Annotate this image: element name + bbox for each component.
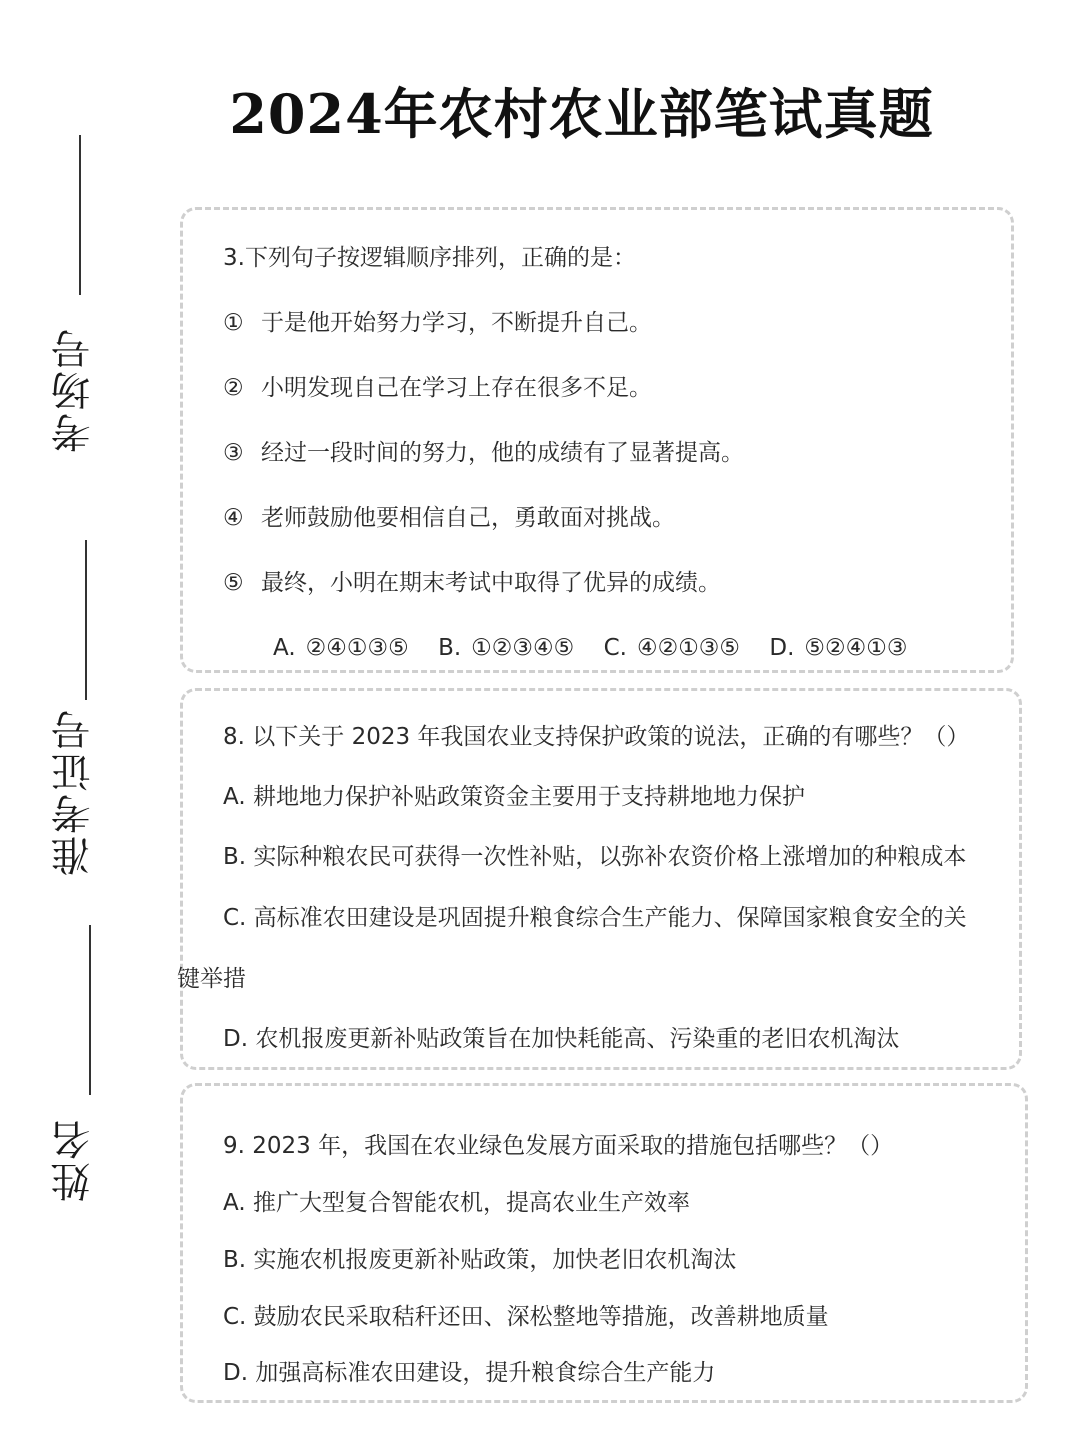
option-letter: C. bbox=[603, 635, 627, 661]
statement-number: ⑤ bbox=[223, 570, 244, 596]
statement-item bbox=[223, 502, 675, 534]
option-c-continued: 键举措 bbox=[177, 966, 246, 992]
statement-item bbox=[223, 437, 744, 469]
statement-item bbox=[223, 372, 652, 404]
exam-room-label: 考场号 bbox=[51, 327, 97, 453]
question-stem: 9. 2023 年，我国在农业绿色发展方面采取的措施包括哪些？（） bbox=[223, 1133, 894, 1159]
option-b[interactable] bbox=[438, 632, 574, 664]
question-card-8 bbox=[177, 688, 1022, 1070]
name-label: 姓名 bbox=[51, 1118, 97, 1202]
margin-line bbox=[85, 540, 87, 700]
option-text: ②④①③⑤ bbox=[305, 635, 409, 661]
option-d[interactable]: D. 农机报废更新补贴政策旨在加快耗能高、污染重的老旧农机淘汰 bbox=[223, 1026, 900, 1052]
statement-text: 小明发现自己在学习上存在很多不足。 bbox=[261, 375, 652, 401]
statement-number: ④ bbox=[223, 505, 244, 531]
statement-number: ③ bbox=[223, 440, 244, 466]
question-card-3 bbox=[180, 207, 1014, 673]
option-a[interactable]: A. 耕地地力保护补贴政策资金主要用于支持耕地地力保护 bbox=[223, 784, 805, 810]
page-title: 2024年农村农业部笔试真题 bbox=[229, 82, 934, 146]
option-letter: D. bbox=[769, 635, 795, 661]
margin-line bbox=[89, 925, 91, 1095]
admission-number-label: 准考证号 bbox=[51, 708, 97, 877]
option-text: ④②①③⑤ bbox=[636, 635, 741, 661]
option-a[interactable] bbox=[273, 632, 409, 664]
margin-line bbox=[79, 135, 81, 295]
option-letter: B. bbox=[438, 635, 462, 661]
question-card-9 bbox=[180, 1083, 1028, 1403]
statement-number: ② bbox=[223, 375, 244, 401]
statement-text: 于是他开始努力学习，不断提升自己。 bbox=[261, 310, 652, 336]
option-text: ①②③④⑤ bbox=[471, 635, 575, 661]
option-d[interactable] bbox=[769, 632, 907, 664]
option-letter: A. bbox=[273, 635, 296, 661]
question-stem: 8. 以下关于 2023 年我国农业支持保护政策的说法，正确的有哪些？（） bbox=[223, 724, 970, 750]
option-c[interactable]: C. 高标准农田建设是巩固提升粮食综合生产能力、保障国家粮食安全的关 bbox=[223, 905, 967, 931]
statement-text: 最终，小明在期末考试中取得了优异的成绩。 bbox=[261, 570, 721, 596]
statement-number: ① bbox=[223, 310, 244, 336]
option-c[interactable] bbox=[604, 632, 740, 664]
option-b[interactable]: B. 实际种粮农民可获得一次性补贴，以弥补农资价格上涨增加的种粮成本 bbox=[223, 844, 967, 870]
option-d[interactable]: D. 加强高标准农田建设，提升粮食综合生产能力 bbox=[223, 1360, 716, 1386]
statement-item bbox=[223, 567, 721, 599]
answer-options bbox=[273, 632, 930, 664]
statement-item bbox=[223, 307, 652, 339]
option-b[interactable]: B. 实施农机报废更新补贴政策，加快老旧农机淘汰 bbox=[223, 1247, 737, 1273]
option-c[interactable]: C. 鼓励农民采取秸秆还田、深松整地等措施，改善耕地质量 bbox=[223, 1304, 829, 1330]
option-a[interactable]: A. 推广大型复合智能农机，提高农业生产效率 bbox=[223, 1190, 690, 1216]
question-stem: 3.下列句子按逻辑顺序排列，正确的是： bbox=[223, 245, 636, 271]
statement-text: 经过一段时间的努力，他的成绩有了显著提高。 bbox=[261, 440, 744, 466]
statement-text: 老师鼓励他要相信自己，勇敢面对挑战。 bbox=[261, 505, 675, 531]
option-text: ⑤②④①③ bbox=[804, 635, 908, 661]
